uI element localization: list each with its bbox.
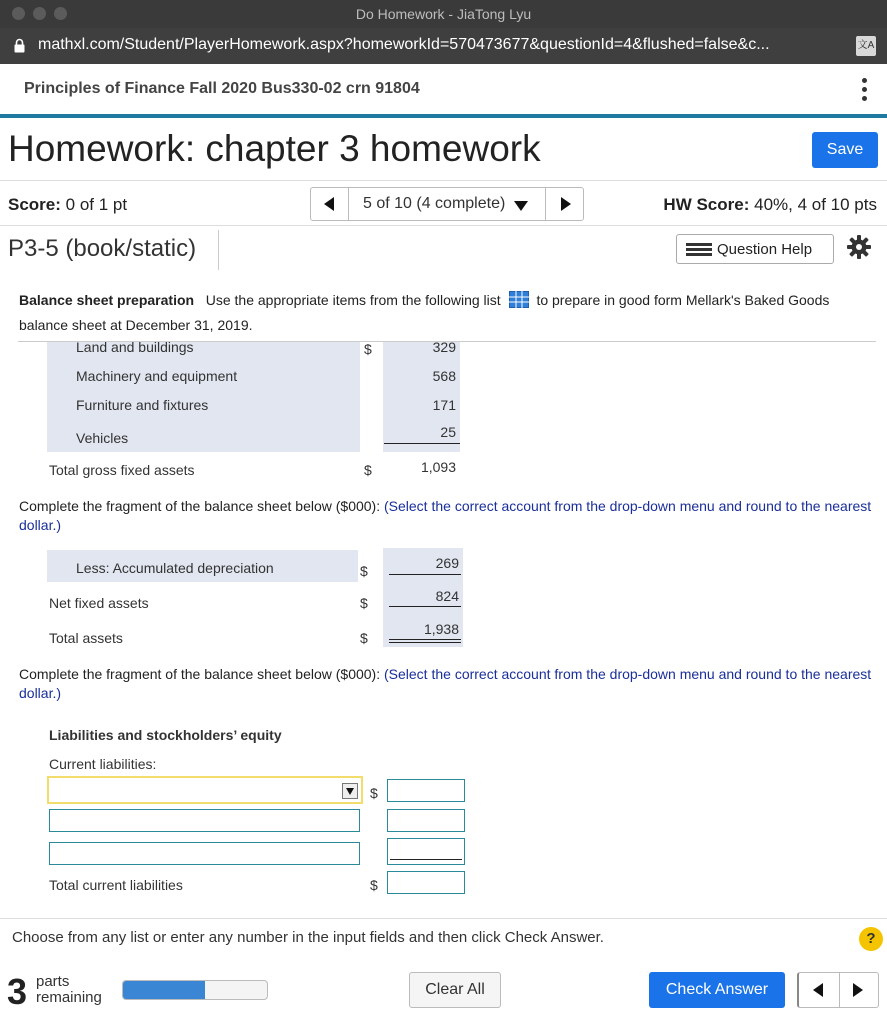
course-header: [0, 64, 887, 118]
hw-score-value: 40%, 4 of 10 pts: [754, 195, 877, 214]
account-dropdown[interactable]: [47, 776, 363, 804]
fixed-asset-label: Furniture and fixtures: [76, 397, 209, 413]
fixed-asset-value: 568: [432, 368, 456, 384]
parts-label-line2: remaining: [36, 989, 102, 1006]
problem-bar: [0, 226, 887, 272]
progress-fill: [123, 981, 205, 999]
more-options-icon[interactable]: [862, 78, 868, 104]
next-question-button[interactable]: [545, 188, 583, 220]
lock-icon: [14, 38, 25, 53]
translate-icon[interactable]: 文A: [856, 36, 876, 56]
clear-all-button[interactable]: Clear All: [409, 972, 501, 1008]
instruction-hint: (Select the correct account from the drop-down menu and round to the nearest dollar.): [19, 666, 872, 701]
liabilities-equity-heading: Liabilities and stockholders’ equity: [49, 727, 282, 743]
instruction-prefix: Complete the fragment of the balance sheet below ($000):: [19, 666, 381, 682]
current-liabilities-subheading: Current liabilities:: [49, 756, 157, 772]
save-button[interactable]: Save: [812, 132, 878, 168]
fixed-asset-label: Land and buildings: [76, 339, 194, 355]
total-current-liabilities-input[interactable]: [387, 871, 465, 894]
score-bar: [0, 180, 887, 226]
help-icon[interactable]: ?: [859, 927, 883, 951]
net-fixed-assets-value: 824: [435, 588, 459, 604]
course-name: Principles of Finance Fall 2020 Bus330-02 crn 91804: [24, 80, 420, 97]
total-current-liabilities-label: Total current liabilities: [49, 877, 183, 893]
instruction: [19, 665, 879, 703]
total-gross-fixed-assets-label: Total gross fixed assets: [49, 462, 195, 478]
triangle-down-icon[interactable]: [514, 201, 528, 211]
double-underline: [389, 642, 461, 643]
currency-symbol: $: [370, 785, 378, 801]
question-text-after: to prepare in good form Mellark's Baked Goods balance sheet at December 31, 2019.: [19, 292, 830, 333]
total-gross-fixed-assets-value: 1,093: [420, 459, 456, 475]
problem-id: P3-5 (book/static): [8, 235, 197, 262]
question-heading: Balance sheet preparation: [19, 292, 195, 308]
list-icon: [686, 243, 712, 257]
accumulated-depreciation-value: 269: [435, 555, 459, 571]
answer-footer: [0, 918, 887, 1024]
instruction: [19, 497, 879, 535]
window-titlebar: [0, 0, 887, 28]
question-navigator: [310, 187, 584, 221]
underline: [389, 574, 461, 575]
gear-icon[interactable]: [846, 234, 872, 260]
question-text-before: Use the appropriate items from the following list: [205, 292, 501, 308]
parts-remaining-label: [36, 974, 102, 1006]
score: [8, 195, 127, 215]
currency-symbol: $: [360, 563, 368, 579]
amount-input[interactable]: [387, 809, 465, 832]
previous-question-icon[interactable]: [813, 983, 823, 997]
currency-symbol: $: [364, 341, 372, 357]
currency-symbol: $: [360, 595, 368, 611]
amount-input[interactable]: [387, 779, 465, 802]
fixed-asset-value: 329: [432, 339, 456, 355]
instruction-hint: (Select the correct account from the drop-down menu and round to the nearest dollar.): [19, 498, 872, 533]
net-fixed-assets-label: Net fixed assets: [49, 595, 149, 611]
divider: [218, 230, 219, 270]
choose-instruction: Choose from any list or enter any number in the input fields and then click Check Answer.: [12, 929, 604, 946]
question-text: [19, 288, 869, 338]
bottom-question-navigator: [797, 972, 879, 1008]
hw-score-label: HW Score:: [663, 195, 750, 214]
account-input[interactable]: [49, 842, 360, 865]
hw-score: [663, 195, 877, 215]
double-underline: [389, 639, 461, 640]
data-table-icon[interactable]: [509, 291, 529, 308]
previous-question-button[interactable]: [311, 188, 349, 220]
triangle-right-icon: [561, 197, 571, 211]
fixed-asset-value: 25: [440, 424, 456, 440]
window-title: Do Homework - JiaTong Lyu: [355, 6, 532, 22]
underline: [390, 859, 462, 860]
check-answer-button[interactable]: Check Answer: [649, 972, 785, 1008]
currency-symbol: $: [364, 462, 372, 478]
address-bar[interactable]: [0, 28, 887, 64]
homework-title: Homework: chapter 3 homework: [8, 128, 541, 169]
total-assets-label: Total assets: [49, 630, 123, 646]
total-assets-value: 1,938: [423, 621, 459, 637]
fixed-asset-label: Machinery and equipment: [76, 368, 238, 384]
question-position[interactable]: 5 of 10 (4 complete): [363, 195, 506, 212]
instruction-prefix: Complete the fragment of the balance sheet below ($000):: [19, 498, 381, 514]
underline: [384, 443, 460, 444]
url-text[interactable]: mathxl.com/Student/PlayerHomework.aspx?homeworkId=570473677&questionId=4&flushed=false&c...: [38, 36, 770, 53]
score-label: Score:: [8, 195, 61, 214]
score-value: 0 of 1 pt: [65, 195, 128, 214]
parts-label-line1: parts: [36, 973, 70, 990]
fixed-asset-label: Vehicles: [76, 430, 129, 446]
currency-symbol: $: [360, 630, 368, 646]
account-input[interactable]: [49, 809, 360, 832]
triangle-left-icon: [324, 197, 334, 211]
accumulated-depreciation-label: Less: Accumulated depreciation: [76, 560, 274, 576]
amount-input[interactable]: [387, 838, 465, 865]
next-question-icon[interactable]: [853, 983, 863, 997]
underline: [389, 606, 461, 607]
divider: [839, 973, 840, 1007]
parts-progress-bar: [122, 980, 268, 1000]
question-help-label: Question Help: [717, 241, 813, 258]
parts-remaining-count: 3: [7, 971, 28, 1012]
question-help-button[interactable]: [676, 234, 834, 264]
fixed-asset-value: 171: [432, 397, 456, 413]
dropdown-arrow-icon[interactable]: [342, 783, 358, 799]
currency-symbol: $: [370, 877, 378, 893]
